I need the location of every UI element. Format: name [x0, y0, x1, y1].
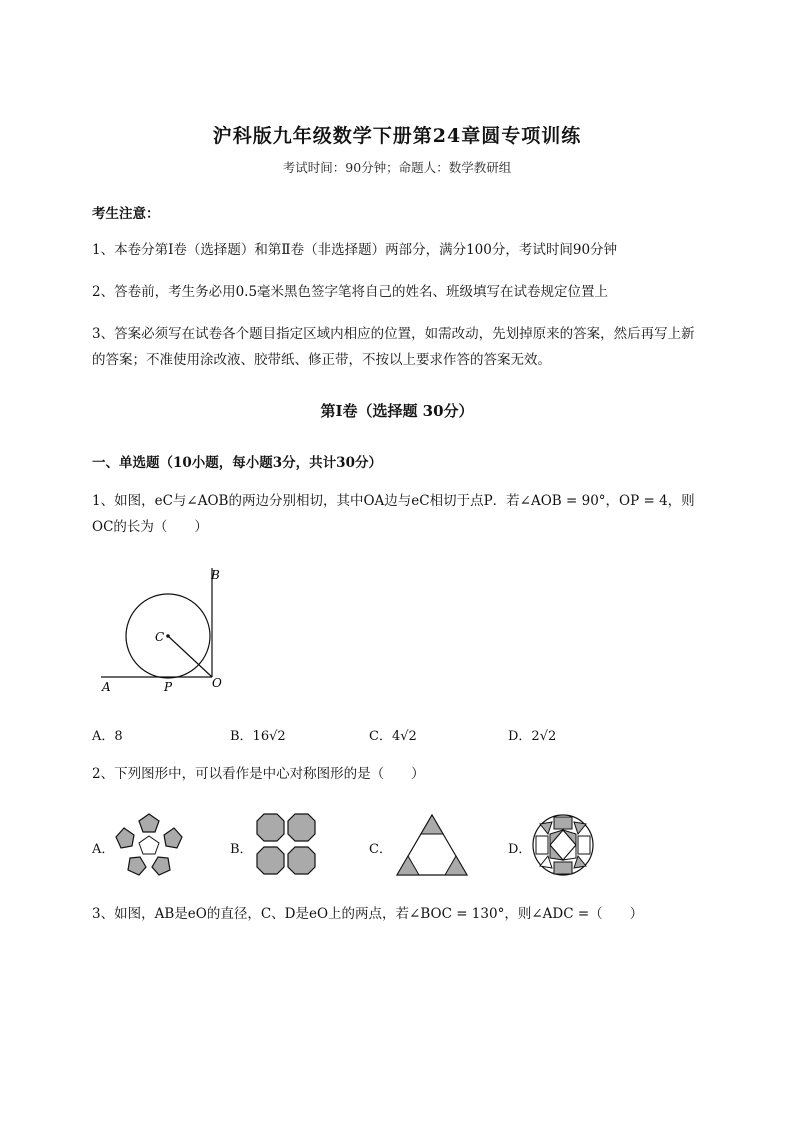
exam-info: 考试时间：90分钟；命题人：数学教研组	[282, 160, 512, 175]
q1-option-d[interactable]: D．2√2	[508, 729, 557, 744]
q2-figure-pentagons[interactable]	[112, 810, 186, 878]
label-p: P	[164, 680, 173, 694]
question-1-text-cont: OC的长为（ ）	[92, 519, 208, 535]
question-3-text: 3、如图，AB是eO的直径，C、D是eO上的两点，若∠BOC = 130°，则∠ADC =（ ）	[92, 906, 644, 922]
page-title: 沪科版九年级数学下册第24章圆专项训练	[212, 125, 582, 147]
q1-option-b[interactable]: B．16√2	[230, 729, 286, 744]
label-a: A	[102, 680, 111, 694]
label-b: B	[211, 568, 220, 582]
question-1-text: 1、如图，eC与∠AOB的两边分别相切，其中OA边与eC相切于点P．若∠AOB = 90°，OP = 4，则	[92, 493, 695, 509]
label-c: C	[155, 630, 165, 644]
label-o: O	[212, 676, 222, 690]
part-heading: 一、单选题（10小题，每小题3分，共计30分）	[92, 455, 382, 471]
notice-item-3-cont: 的答案；不准使用涂改液、胶带纸、修正带，不按以上要求作答的答案无效。	[92, 352, 551, 368]
notice-item-2: 2、答卷前，考生务必用0.5毫米黑色签字笔将自己的姓名、班级填写在试卷规定位置上	[92, 284, 609, 300]
q2-option-d-label[interactable]: D．	[508, 842, 532, 857]
notice-heading: 考生注意：	[92, 206, 160, 222]
q2-option-a-label[interactable]: A．	[92, 842, 115, 857]
q2-figure-octagons[interactable]	[255, 812, 317, 878]
question-2-text: 2、下列图形中，可以看作是中心对称图形的是（ ）	[92, 766, 425, 782]
q2-option-c-label[interactable]: C．	[369, 842, 392, 857]
section-title: 第I卷（选择题 30分）	[320, 402, 474, 420]
q2-option-b-label[interactable]: B．	[230, 842, 253, 857]
notice-item-3: 3、答案必须写在试卷各个题目指定区域内相应的位置，如需改动，先划掉原来的答案，然后再写上新	[92, 326, 695, 342]
q2-figure-circle-pattern[interactable]	[530, 812, 596, 878]
q1-option-c[interactable]: C．4√2	[369, 729, 417, 744]
notice-item-1: 1、本卷分第I卷（选择题）和第Ⅱ卷（非选择题）两部分，满分100分，考试时间90分钟	[92, 242, 618, 258]
q2-figure-triangle[interactable]	[394, 812, 470, 878]
q1-option-a[interactable]: A．8	[92, 729, 123, 744]
q1-tangent-circle-figure	[95, 560, 235, 700]
